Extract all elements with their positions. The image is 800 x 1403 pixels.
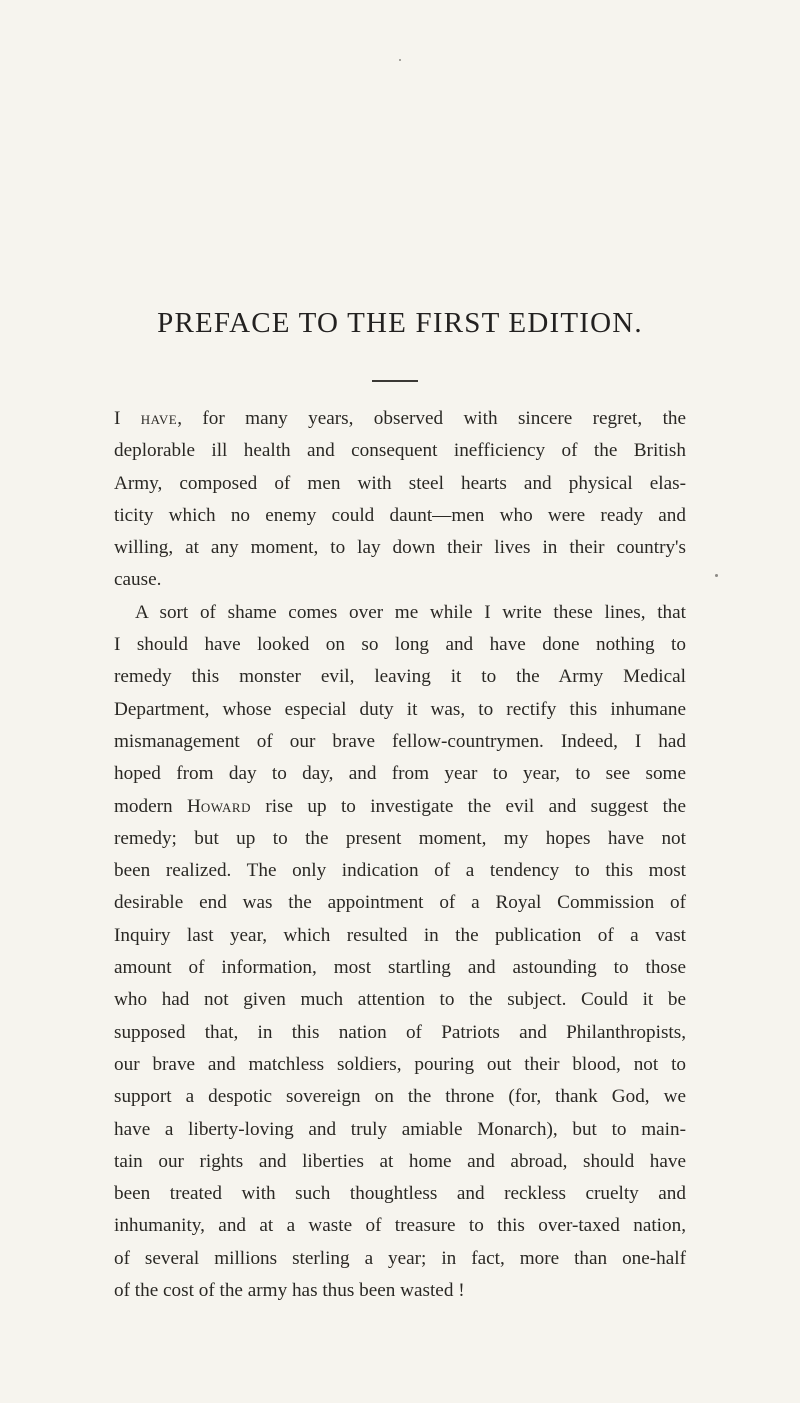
text-line: remedy; but up to the present moment, my hopes have not: [114, 827, 686, 849]
paper-speck: [715, 574, 718, 577]
paragraph-1: [114, 403, 686, 597]
text-line: I should have looked on so long and have done nothing to: [114, 634, 686, 656]
text-line: have a liberty-loving and truly amiable Monarch), but to main-: [114, 1118, 686, 1140]
text-line: willing, at any moment, to lay down their lives in their country's: [114, 537, 686, 559]
text-line: I have, for many years, observed with sincere regret, the: [114, 408, 687, 429]
body-text: [114, 403, 686, 1307]
page-title: PREFACE TO THE FIRST EDITION.: [157, 307, 643, 339]
text-line: deplorable ill health and consequent inefficiency of the British: [114, 440, 686, 462]
text-line: of several millions sterling a year; in fact, more than one-half: [114, 1247, 686, 1269]
text-line: who had not given much attention to the subject. Could it be: [114, 989, 686, 1011]
text-line: remedy this monster evil, leaving it to the Army Medical: [114, 666, 686, 688]
text-line: desirable end was the appointment of a Royal Commission of: [114, 892, 686, 914]
text-line: mismanagement of our brave fellow-countrymen. Indeed, I had: [114, 730, 686, 752]
paper-speck: [399, 59, 401, 61]
text-line: ticity which no enemy could daunt—men who were ready and: [114, 504, 686, 526]
small-caps-text: oward: [200, 795, 251, 817]
text-line: supposed that, in this nation of Patriots and Philanthropists,: [114, 1021, 686, 1043]
text-line: Inquiry last year, which resulted in the publication of a vast: [114, 924, 686, 946]
text-line: amount of information, most startling and astounding to those: [114, 957, 686, 979]
text-line: inhumanity, and at a waste of treasure to this over-taxed nation,: [114, 1215, 686, 1237]
text-line: modern Howard rise up to investigate the evil and suggest the: [114, 795, 687, 817]
text-line: support a despotic sovereign on the throne (for, thank God, we: [114, 1086, 686, 1108]
text-line: hoped from day to day, and from year to year, to see some: [114, 763, 686, 785]
text-line: cause.: [114, 569, 162, 591]
text-line: Army, composed of men with steel hearts and physical elas-: [114, 472, 686, 494]
text-line: been treated with such thoughtless and reckless cruelty and: [114, 1183, 686, 1205]
small-caps-text: have: [140, 408, 178, 429]
text-line: tain our rights and liberties at home and abroad, should have: [114, 1150, 686, 1172]
paragraph-2: [114, 597, 686, 1308]
text-line: been realized. The only indication of a tendency to this most: [114, 860, 686, 882]
text-line: Department, whose especial duty it was, to rectify this inhumane: [114, 698, 686, 720]
text-line: A sort of shame comes over me while I write these lines, that: [135, 601, 686, 623]
text-line: our brave and matchless soldiers, pouring out their blood, not to: [114, 1053, 686, 1075]
title-divider: [372, 380, 418, 382]
text-line: of the cost of the army has thus been wasted !: [114, 1280, 465, 1302]
